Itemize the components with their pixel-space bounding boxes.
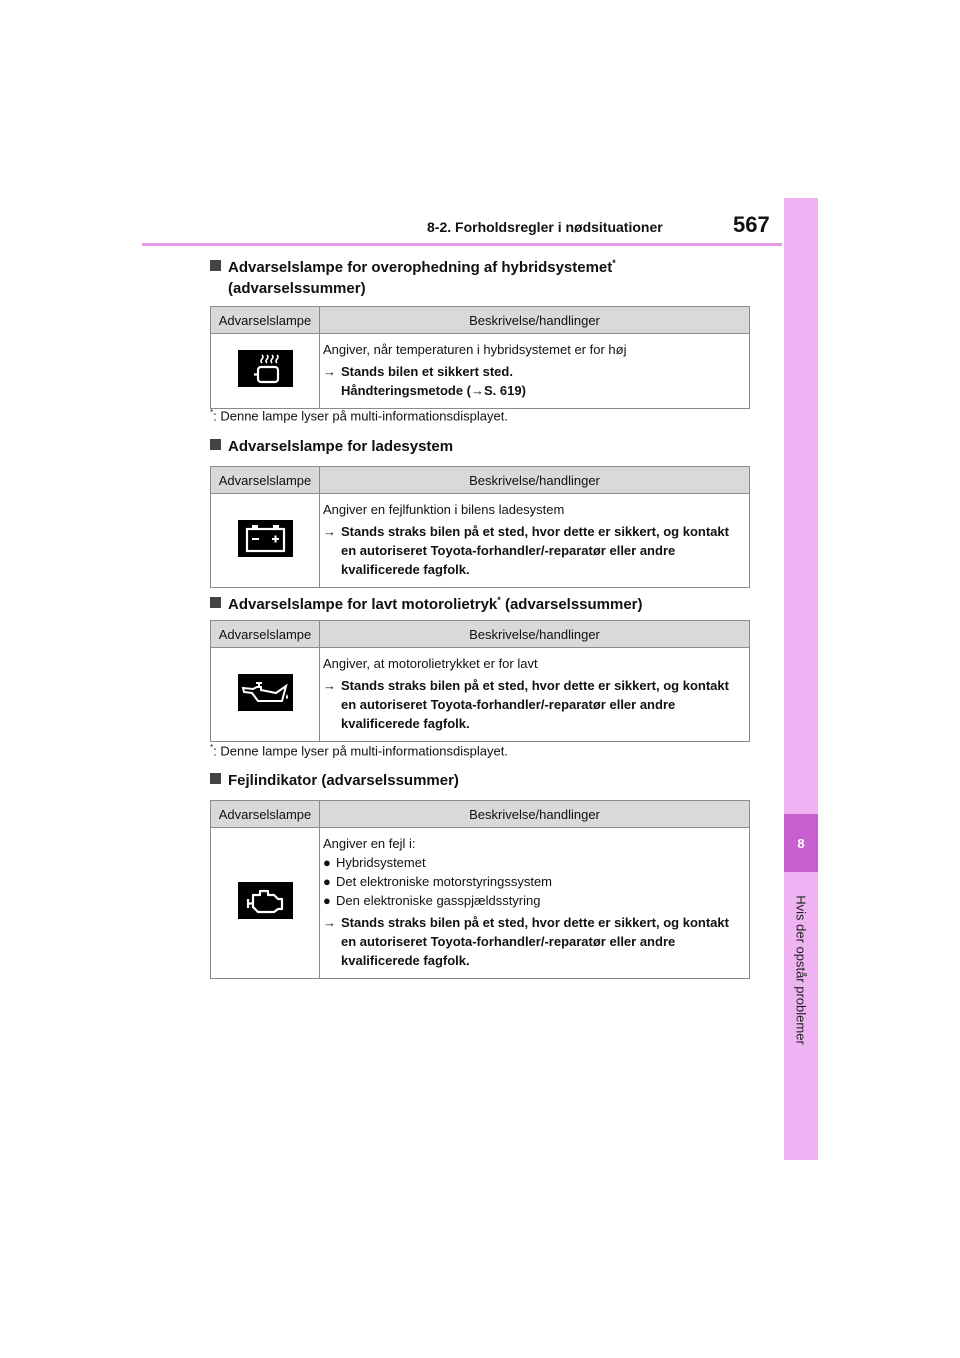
page-reference-link[interactable]: S. 619) <box>484 383 526 398</box>
column-header-description: Beskrivelse/handlinger <box>320 467 750 494</box>
footnote: *: Denne lampe lyser på multi-informationsdisplayet. <box>210 743 508 759</box>
square-bullet-icon <box>210 260 221 271</box>
lamp-description: Angiver en fejl i: <box>323 836 416 851</box>
lamp-description: Angiver, når temperaturen i hybridsystemet er for høj <box>323 342 627 357</box>
section-heading-hybrid-overheat: Advarselslampe for overophedning af hybridsystemet* (advarselssummer) <box>210 253 616 299</box>
header-divider <box>142 243 782 246</box>
section-heading-charging: Advarselslampe for ladesystem <box>210 436 453 457</box>
arrow-icon: → <box>471 383 485 398</box>
section-heading-malfunction: Fejlindikator (advarselssummer) <box>210 770 459 791</box>
hybrid-overheat-icon <box>238 350 293 387</box>
lamp-table-malfunction <box>210 800 750 979</box>
lamp-table-charging <box>210 466 750 588</box>
column-header-lamp: Advarselslampe <box>211 307 320 334</box>
column-header-description: Beskrivelse/handlinger <box>320 621 750 648</box>
column-header-description: Beskrivelse/handlinger <box>320 307 750 334</box>
list-item: ● Den elektroniske gasspjældsstyring <box>323 893 541 908</box>
column-header-lamp: Advarselslampe <box>211 621 320 648</box>
square-bullet-icon <box>210 439 221 450</box>
action-instruction: → Stands straks bilen på et sted, hvor dette er sikkert, og kontakt en autoriseret Toyota-forhandler/-reparatør eller andre kvalificerede fagfolk. <box>323 678 729 731</box>
lamp-table-hybrid-overheat <box>210 306 750 409</box>
lamp-table-oil-pressure <box>210 620 750 742</box>
footnote: *: Denne lampe lyser på multi-informationsdisplayet. <box>210 408 508 424</box>
arrow-icon: → <box>323 524 336 539</box>
arrow-icon: → <box>323 915 336 930</box>
oil-pressure-icon <box>238 674 293 711</box>
lamp-description: Angiver en fejlfunktion i bilens ladesystem <box>323 502 565 517</box>
battery-icon <box>238 520 293 557</box>
action-instruction: → Stands straks bilen på et sted, hvor dette er sikkert, og kontakt en autoriseret Toyota-forhandler/-reparatør eller andre kvalificerede fagfolk. <box>323 524 729 577</box>
square-bullet-icon <box>210 597 221 608</box>
chapter-number: 8 <box>797 836 805 851</box>
list-item: ● Det elektroniske motorstyringssystem <box>323 874 553 889</box>
list-item: ● Hybridsystemet <box>323 855 426 870</box>
column-header-lamp: Advarselslampe <box>211 801 320 828</box>
section-heading-oil-pressure: Advarselslampe for lavt motorolietryk* (advarselssummer) <box>210 590 643 615</box>
section-title: 8-2. Forholdsregler i nødsituationer <box>427 219 663 235</box>
column-header-lamp: Advarselslampe <box>211 467 320 494</box>
arrow-icon: → <box>323 678 336 693</box>
chapter-title: Hvis der opstår problemer <box>793 895 809 1045</box>
arrow-icon: → <box>323 364 336 379</box>
action-instruction: → Stands straks bilen på et sted, hvor dette er sikkert, og kontakt en autoriseret Toyota-forhandler/-reparatør eller andre kvalificerede fagfolk. <box>323 915 729 968</box>
action-instruction: → Stands bilen et sikkert sted. Håndteringsmetode (→S. 619) <box>323 364 526 398</box>
page-number: 567 <box>733 212 770 237</box>
lamp-description: Angiver, at motorolietrykket er for lavt <box>323 656 538 671</box>
square-bullet-icon <box>210 773 221 784</box>
column-header-description: Beskrivelse/handlinger <box>320 801 750 828</box>
check-engine-icon <box>238 882 293 919</box>
